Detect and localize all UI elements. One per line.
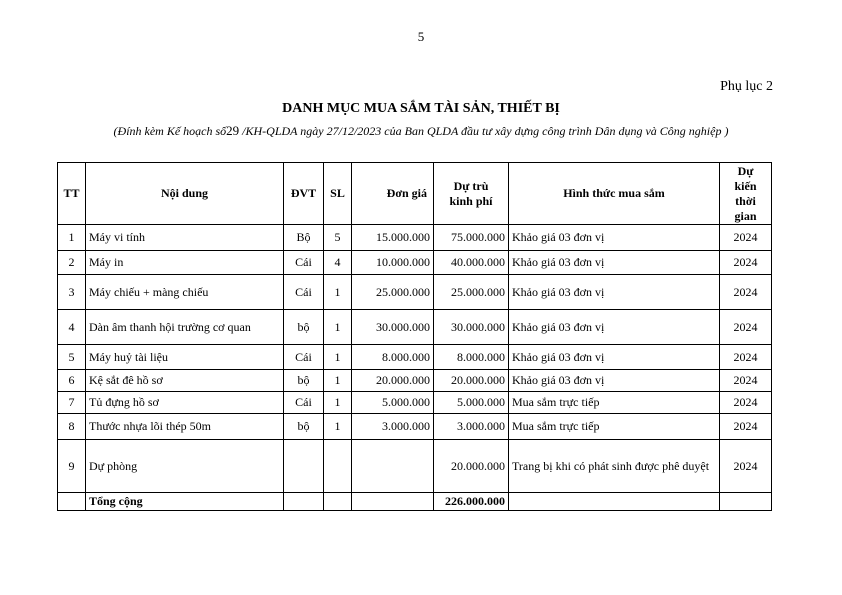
table-row bbox=[58, 370, 772, 392]
cell-unit: bộ bbox=[284, 310, 324, 345]
appendix-label: Phụ lục 2 bbox=[720, 79, 773, 94]
cell-budget: 25.000.000 bbox=[434, 275, 509, 310]
cell-time: 2024 bbox=[720, 345, 772, 370]
header-qty: SL bbox=[324, 163, 352, 225]
cell-qty bbox=[324, 493, 352, 511]
cell-qty: 1 bbox=[324, 345, 352, 370]
cell-unit: bộ bbox=[284, 370, 324, 392]
cell-time: 2024 bbox=[720, 414, 772, 440]
cell-unit-price: 10.000.000 bbox=[352, 251, 434, 275]
document-title: DANH MỤC MUA SẮM TÀI SẢN, THIẾT BỊ bbox=[282, 101, 560, 116]
cell-unit-price: 8.000.000 bbox=[352, 345, 434, 370]
cell-time: 2024 bbox=[720, 392, 772, 414]
cell-time: 2024 bbox=[720, 440, 772, 493]
cell-content: Kệ sắt đê hồ sơ bbox=[86, 370, 284, 392]
cell-tt: 1 bbox=[58, 225, 86, 251]
cell-tt: 8 bbox=[58, 414, 86, 440]
cell-budget: 5.000.000 bbox=[434, 392, 509, 414]
table-row bbox=[58, 251, 772, 275]
cell-method: Khảo giá 03 đơn vị bbox=[509, 275, 720, 310]
cell-qty: 1 bbox=[324, 275, 352, 310]
cell-unit bbox=[284, 440, 324, 493]
cell-content: Thước nhựa lõi thép 50m bbox=[86, 414, 284, 440]
cell-method: Khảo giá 03 đơn vị bbox=[509, 225, 720, 251]
cell-method: Khảo giá 03 đơn vị bbox=[509, 251, 720, 275]
cell-time bbox=[720, 493, 772, 511]
cell-budget: 3.000.000 bbox=[434, 414, 509, 440]
cell-unit bbox=[284, 493, 324, 511]
cell-unit-price: 20.000.000 bbox=[352, 370, 434, 392]
cell-unit-price bbox=[352, 493, 434, 511]
cell-method: Trang bị khi có phát sinh được phê duyệt bbox=[509, 440, 720, 493]
cell-unit: Bộ bbox=[284, 225, 324, 251]
header-method: Hình thức mua sắm bbox=[509, 163, 720, 225]
cell-unit: Cái bbox=[284, 345, 324, 370]
page-number: 5 bbox=[417, 29, 425, 44]
header-tt: TT bbox=[58, 163, 86, 225]
cell-qty: 4 bbox=[324, 251, 352, 275]
subtitle-suffix: /KH-QLDA ngày 27/12/2023 của Ban QLDA đầu tư xây dựng công trình Dân dụng và Công nghiệp ) bbox=[239, 124, 729, 138]
cell-time: 2024 bbox=[720, 225, 772, 251]
header-content: Nội dung bbox=[86, 163, 284, 225]
cell-tt: 9 bbox=[58, 440, 86, 493]
cell-method: Khảo giá 03 đơn vị bbox=[509, 370, 720, 392]
header-row bbox=[58, 163, 772, 225]
cell-tt: 3 bbox=[58, 275, 86, 310]
cell-budget: 20.000.000 bbox=[434, 440, 509, 493]
cell-content: Dự phòng bbox=[86, 440, 284, 493]
cell-qty: 1 bbox=[324, 370, 352, 392]
cell-unit-price: 25.000.000 bbox=[352, 275, 434, 310]
cell-time: 2024 bbox=[720, 275, 772, 310]
cell-unit: bộ bbox=[284, 414, 324, 440]
cell-content: Máy chiếu + màng chiếu bbox=[86, 275, 284, 310]
cell-budget: 75.000.000 bbox=[434, 225, 509, 251]
total-budget: 226.000.000 bbox=[434, 493, 509, 511]
cell-content: Máy huỷ tài liệu bbox=[86, 345, 284, 370]
cell-tt: 4 bbox=[58, 310, 86, 345]
cell-budget: 40.000.000 bbox=[434, 251, 509, 275]
cell-unit-price: 5.000.000 bbox=[352, 392, 434, 414]
cell-unit-price: 15.000.000 bbox=[352, 225, 434, 251]
header-budget: Dự trù kinh phí bbox=[434, 163, 509, 225]
cell-tt: 2 bbox=[58, 251, 86, 275]
cell-method: Mua sắm trực tiếp bbox=[509, 414, 720, 440]
table-row bbox=[58, 345, 772, 370]
cell-tt: 7 bbox=[58, 392, 86, 414]
total-label: Tổng cộng bbox=[86, 493, 284, 511]
table-row bbox=[58, 275, 772, 310]
cell-method: Mua sắm trực tiếp bbox=[509, 392, 720, 414]
cell-unit-price: 3.000.000 bbox=[352, 414, 434, 440]
cell-content: Tủ đựng hồ sơ bbox=[86, 392, 284, 414]
header-time: Dự kiến thời gian bbox=[720, 163, 772, 225]
cell-method bbox=[509, 493, 720, 511]
cell-method: Khảo giá 03 đơn vị bbox=[509, 345, 720, 370]
cell-qty: 1 bbox=[324, 310, 352, 345]
cell-budget: 30.000.000 bbox=[434, 310, 509, 345]
cell-unit: Cái bbox=[284, 251, 324, 275]
cell-qty: 5 bbox=[324, 225, 352, 251]
cell-unit-price bbox=[352, 440, 434, 493]
cell-tt: 5 bbox=[58, 345, 86, 370]
cell-qty: 1 bbox=[324, 392, 352, 414]
document-subtitle bbox=[0, 123, 842, 139]
cell-content: Dàn âm thanh hội trường cơ quan bbox=[86, 310, 284, 345]
cell-time: 2024 bbox=[720, 251, 772, 275]
cell-budget: 20.000.000 bbox=[434, 370, 509, 392]
cell-unit-price: 30.000.000 bbox=[352, 310, 434, 345]
cell-tt bbox=[58, 493, 86, 511]
table-row bbox=[58, 225, 772, 251]
cell-time: 2024 bbox=[720, 370, 772, 392]
cell-method: Khảo giá 03 đơn vị bbox=[509, 310, 720, 345]
header-unit: ĐVT bbox=[284, 163, 324, 225]
table-row bbox=[58, 310, 772, 345]
cell-content: Máy in bbox=[86, 251, 284, 275]
total-row bbox=[58, 493, 772, 511]
table-row bbox=[58, 440, 772, 493]
plan-number: 29 bbox=[226, 123, 240, 138]
cell-content: Máy vi tính bbox=[86, 225, 284, 251]
cell-qty: 1 bbox=[324, 414, 352, 440]
cell-budget: 8.000.000 bbox=[434, 345, 509, 370]
table-row bbox=[58, 392, 772, 414]
procurement-table bbox=[57, 162, 772, 511]
cell-tt: 6 bbox=[58, 370, 86, 392]
cell-qty bbox=[324, 440, 352, 493]
subtitle-prefix: (Đính kèm Kế hoạch số bbox=[113, 124, 227, 138]
cell-unit: Cái bbox=[284, 275, 324, 310]
cell-time: 2024 bbox=[720, 310, 772, 345]
cell-unit: Cái bbox=[284, 392, 324, 414]
header-unit-price: Đơn giá bbox=[352, 163, 434, 225]
table-row bbox=[58, 414, 772, 440]
